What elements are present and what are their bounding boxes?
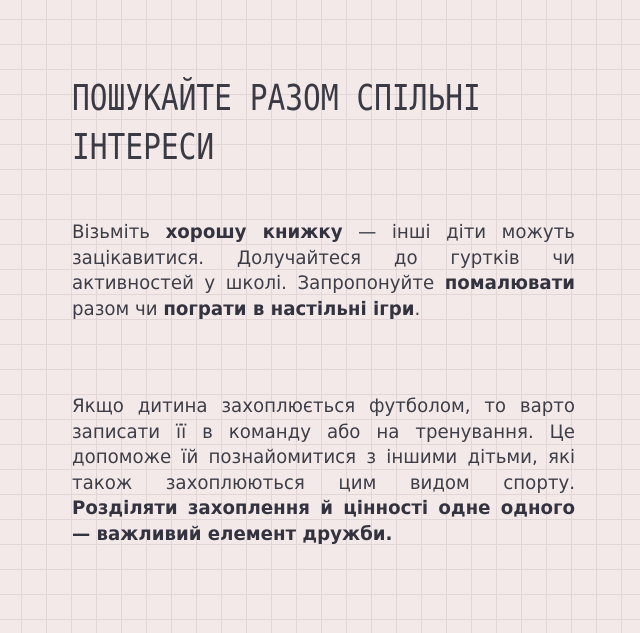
paragraph-2-bold-1: Розділяти захоплення й цінності одне одного — важливий елемент дружби. [72, 498, 575, 545]
title-line-2: ІНТЕРЕСИ [72, 127, 215, 168]
paragraph-1-bold-1: хорошу книжку [165, 222, 343, 243]
page-title [72, 74, 482, 172]
paragraph-1-text-3: разом чи [72, 298, 164, 320]
title-line-1: ПОШУКАЙТЕ РАЗОМ СПІЛЬНІ [72, 78, 481, 119]
paragraph-1 [72, 220, 575, 322]
paragraph-1-bold-2: помалювати [444, 273, 575, 294]
paragraph-1-text-4: . [414, 298, 421, 320]
paragraph-1-text-1: Візьміть [72, 222, 166, 243]
paragraph-2 [72, 394, 575, 547]
paragraph-2-text-1: Якщо дитина захоплюється футболом, то варто записати її в команду або на тренування. Це допоможе їй познайомитися з іншими дітьми, які також захоплюються цим видом спорту. [72, 396, 575, 494]
paragraph-1-bold-3: пограти в настільні ігри [163, 298, 415, 320]
paragraph-1-text-2: — інші діти можуть зацікавитися. Долучайтеся до гуртків чи активностей у школі. Запропонуйте [72, 222, 575, 294]
